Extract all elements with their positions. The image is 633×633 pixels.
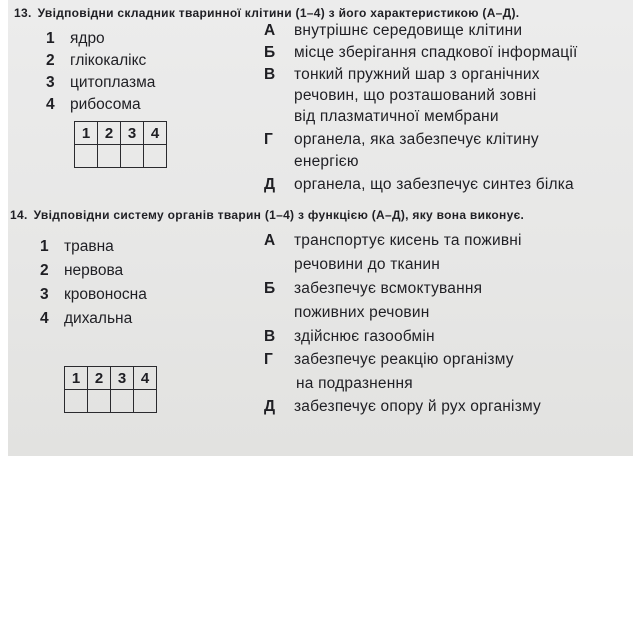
option-text: здійснює газообмін bbox=[294, 328, 435, 345]
item-number: 2 bbox=[40, 262, 49, 279]
item-text: кровоносна bbox=[64, 286, 147, 303]
item-text: глікокалікс bbox=[70, 52, 147, 69]
answer-cell-4[interactable] bbox=[134, 390, 157, 413]
q13-option-d-line-2: енергією bbox=[294, 153, 359, 170]
item-text: цитоплазма bbox=[70, 74, 156, 91]
textbook-photo bbox=[8, 0, 633, 456]
q13-item-1 bbox=[46, 30, 105, 48]
option-letter: Б bbox=[264, 44, 276, 61]
q14-item-2 bbox=[40, 262, 123, 280]
item-number: 3 bbox=[40, 286, 49, 303]
q14-item-1 bbox=[40, 238, 114, 256]
q14-option-a-line-2: речовини до тканин bbox=[294, 256, 441, 273]
question-14-title bbox=[10, 208, 524, 222]
q14-option-a bbox=[264, 232, 522, 250]
option-letter: В bbox=[264, 328, 276, 345]
option-text: забезпечує всмоктування bbox=[294, 280, 483, 297]
q13-option-c-line-3: від плазматичної мембрани bbox=[294, 108, 499, 125]
grid-header-2: 2 bbox=[88, 367, 111, 390]
q14-item-3 bbox=[40, 286, 147, 304]
answer-cell-3[interactable] bbox=[121, 145, 144, 168]
option-letter: Г bbox=[264, 131, 273, 148]
q14-option-b-line-2: поживних речовин bbox=[294, 304, 430, 321]
grid-header-4: 4 bbox=[134, 367, 157, 390]
q13-answer-grid bbox=[74, 121, 167, 168]
option-letter: А bbox=[264, 22, 276, 39]
grid-header-3: 3 bbox=[121, 122, 144, 145]
item-number: 1 bbox=[46, 30, 55, 47]
option-letter: В bbox=[264, 66, 276, 83]
item-text: ядро bbox=[70, 30, 105, 47]
q13-option-e bbox=[264, 176, 574, 194]
answer-cell-1[interactable] bbox=[75, 145, 98, 168]
item-number: 4 bbox=[40, 310, 49, 327]
option-text: місце зберігання спадкової інформації bbox=[294, 44, 578, 61]
q14-item-4 bbox=[40, 310, 132, 328]
q14-option-d-line-2: на подразнення bbox=[296, 375, 413, 392]
option-text: органела, яка забезпечує клітину bbox=[294, 131, 539, 148]
question-number: 13. bbox=[14, 6, 32, 20]
question-number: 14. bbox=[10, 208, 28, 222]
grid-header-1: 1 bbox=[75, 122, 98, 145]
item-number: 4 bbox=[46, 96, 55, 113]
q13-option-c bbox=[264, 66, 540, 84]
answer-cell-3[interactable] bbox=[111, 390, 134, 413]
q13-item-4 bbox=[46, 96, 141, 114]
item-text: дихальна bbox=[64, 310, 133, 327]
q13-item-3 bbox=[46, 74, 155, 92]
item-number: 2 bbox=[46, 52, 55, 69]
option-letter: Г bbox=[264, 351, 273, 368]
q13-option-c-line-2: речовин, що розташований зовні bbox=[294, 87, 537, 104]
item-text: нервова bbox=[64, 262, 124, 279]
option-text: тонкий пружний шар з органічних bbox=[294, 66, 540, 83]
q14-answer-grid bbox=[64, 366, 157, 413]
option-text: транспортує кисень та поживні bbox=[294, 232, 522, 249]
answer-cell-2[interactable] bbox=[98, 145, 121, 168]
q13-option-b bbox=[264, 44, 578, 62]
q14-option-d bbox=[264, 351, 514, 369]
answer-cell-4[interactable] bbox=[144, 145, 167, 168]
q14-option-e bbox=[264, 398, 541, 416]
option-letter: Б bbox=[264, 280, 276, 297]
item-text: травна bbox=[64, 238, 114, 255]
option-letter: А bbox=[264, 232, 276, 249]
item-number: 3 bbox=[46, 74, 55, 91]
option-text: внутрішнє середовище клітини bbox=[294, 22, 523, 39]
grid-header-3: 3 bbox=[111, 367, 134, 390]
option-text: забезпечує опору й рух організму bbox=[294, 398, 541, 415]
option-letter: Д bbox=[264, 398, 276, 415]
option-text: органела, що забезпечує синтез білка bbox=[294, 176, 574, 193]
q13-item-2 bbox=[46, 52, 146, 70]
option-text: забезпечує реакцію організму bbox=[294, 351, 514, 368]
question-13-title bbox=[14, 6, 519, 20]
q13-option-d bbox=[264, 131, 539, 149]
answer-cell-2[interactable] bbox=[88, 390, 111, 413]
question-prompt: Увідповідни складник тваринної клітини (1–4) з його характеристикою (А–Д). bbox=[37, 6, 520, 20]
grid-header-4: 4 bbox=[144, 122, 167, 145]
grid-header-2: 2 bbox=[98, 122, 121, 145]
item-number: 1 bbox=[40, 238, 49, 255]
q14-option-b bbox=[264, 280, 482, 298]
option-letter: Д bbox=[264, 176, 276, 193]
grid-header-1: 1 bbox=[65, 367, 88, 390]
answer-cell-1[interactable] bbox=[65, 390, 88, 413]
q13-option-a bbox=[264, 22, 522, 40]
item-text: рибосома bbox=[70, 96, 141, 113]
q14-option-c bbox=[264, 328, 435, 346]
question-prompt: Увідповідни систему органів тварин (1–4) з функцією (А–Д), яку вона виконує. bbox=[33, 208, 525, 222]
